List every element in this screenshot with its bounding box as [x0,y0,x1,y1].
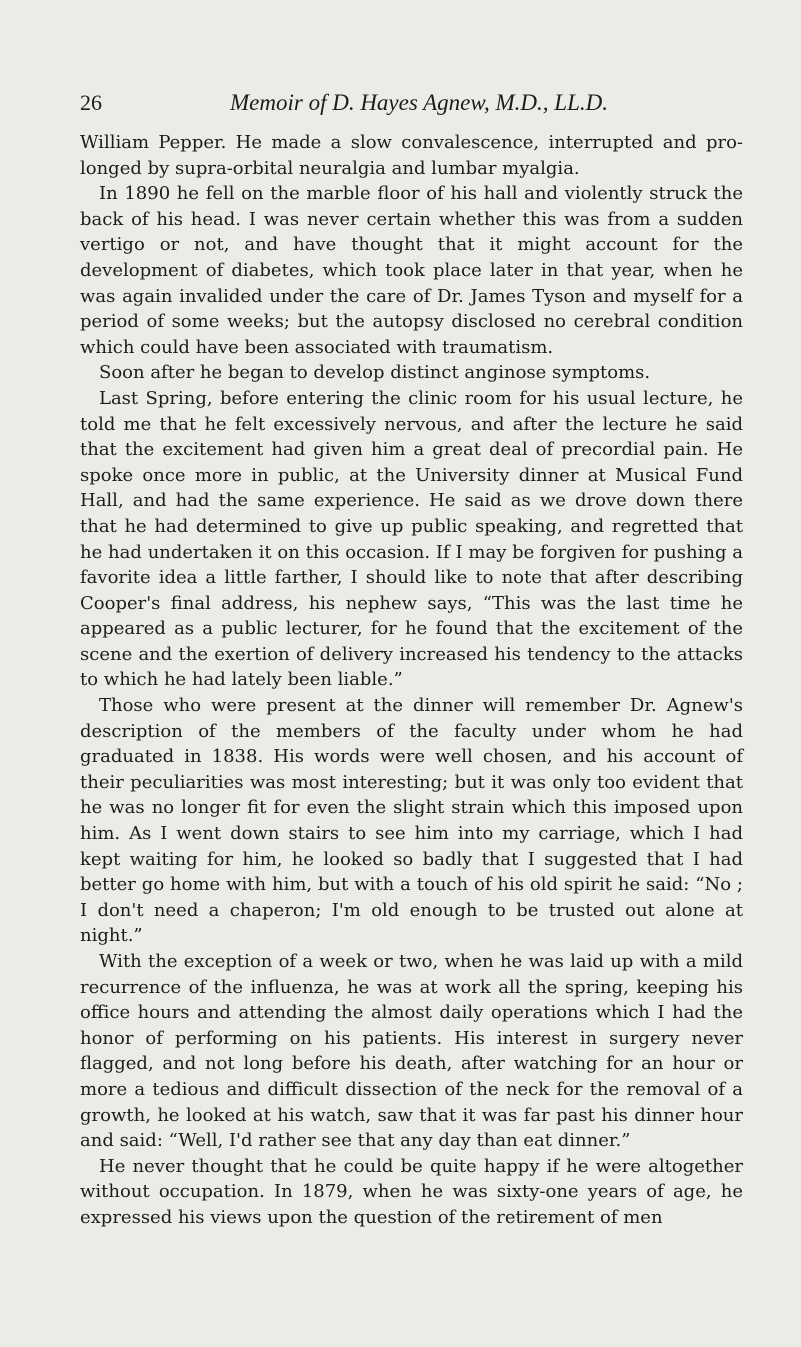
running-head [80,90,743,126]
paragraph: In 1890 he fell on the marble floor of his hall and violently struck the back of his head. I was never certain whether this was from a sudden vertigo or not, and have thought that it might account for the development of diabetes, which took place later in that year, when he was again invalided under the care of Dr. James Tyson and myself for a period of some weeks; but the autopsy disclosed no cerebral condition which could have been associated with traumatism. [80,183,743,358]
paragraph-continued: William Pepper. He made a slow convalescence, interrupted and prolonged by supra-orbital neuralgia and lumbar myalgia. [80,132,743,179]
body-text [80,130,743,1231]
paragraph: He never thought that he could be quite happy if he were altogether without occupation. In 1879, when he was sixty-one years of age, he expressed his views upon the question of the retirement of men [80,1155,743,1228]
page-number: 26 [80,90,102,115]
paragraph: Last Spring, before entering the clinic room for his usual lecture, he told me that he felt excessively nervous, and after the lecture he said that the excitement had given him a great deal of precordial pain. He spoke once more in public, at the University dinner at Musical Fund Hall, and had the same experience. He said as we drove down there that he had determined to give up public speaking, and regretted that he had undertaken it on this occasion. If I may be forgiven for pushing a favorite idea a little farther, I should like to note that after describing Cooper's final address, his nephew says, “This was the last time he appeared as a public lecturer, for he found that the excitement of the scene and the exertion of delivery increased his tendency to the attacks to which he had lately been liable.” [80,387,743,691]
paragraph: With the exception of a week or two, when he was laid up with a mild recurrence of the influenza, he was at work all the spring, keeping his office hours and attending the almost daily operations which I had the honor of performing on his patients. His interest in surgery never flagged, and not long before his death, after watching for an hour or more a tedious and difficult dissection of the neck for the removal of a growth, he looked at his watch, saw that it was far past his dinner hour and said: “Well, I'd rather see that any day than eat dinner.” [80,951,743,1152]
paragraph: Soon after he began to develop distinct anginose symptoms. [99,362,651,384]
running-title: Memoir of D. Hayes Agnew, M.D., LL.D. [230,90,608,115]
paragraph: Those who were present at the dinner will remember Dr. Agnew's description of the members of the faculty under whom he had graduated in 1838. His words were well chosen, and his account of their peculiarities was most interesting; but it was only too evident that he was no longer fit for even the slight strain which this imposed upon him. As I went down stairs to see him into my carriage, which I had kept waiting for him, he looked so badly that I suggested that I had better go home with him, but with a touch of his old spirit he said: “No ; I don't need a chaperon; I'm old enough to be trusted out alone at night.” [80,695,743,947]
